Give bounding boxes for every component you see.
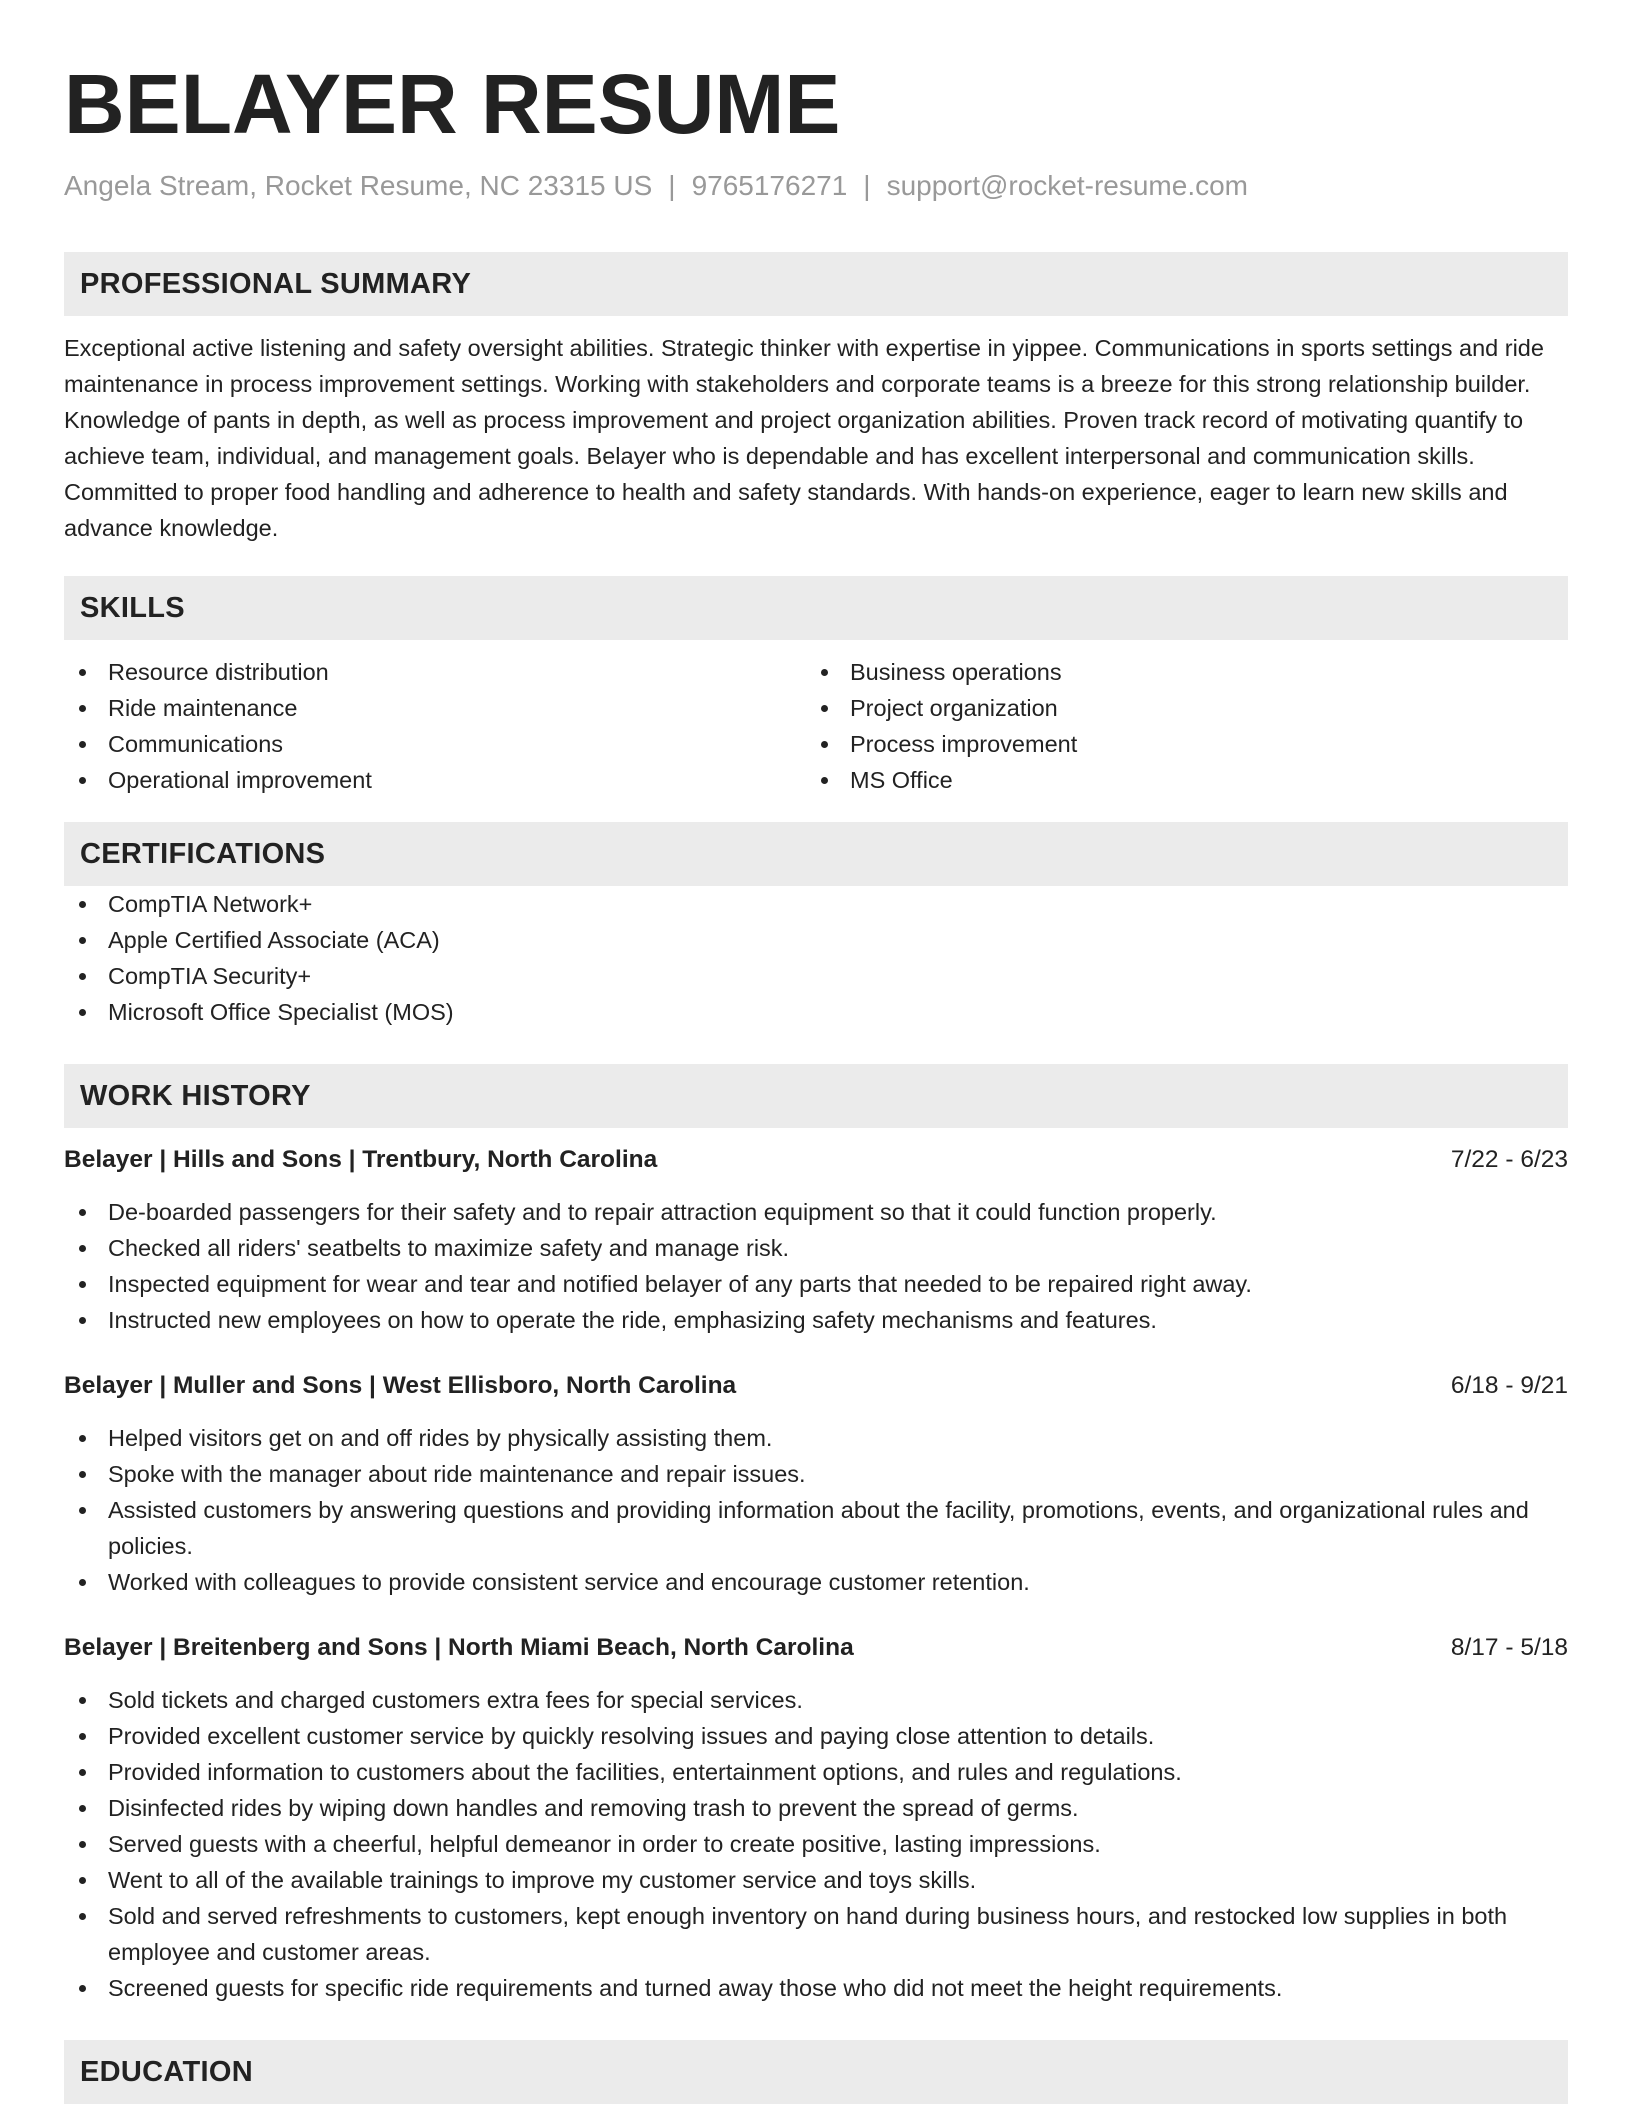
contact-separator: | [863, 170, 871, 201]
section-header-skills: SKILLS [64, 576, 1568, 640]
certification-item: CompTIA Network+ [64, 886, 1568, 922]
skill-item: Process improvement [806, 726, 1548, 762]
job-entry [64, 1142, 1568, 1338]
contact-address: Angela Stream, Rocket Resume, NC 23315 US [64, 170, 653, 201]
contact-phone: 9765176271 [691, 170, 848, 201]
skill-item: MS Office [806, 762, 1548, 798]
certification-item: Apple Certified Associate (ACA) [64, 922, 1568, 958]
job-duty-item: Helped visitors get on and off rides by physically assisting them. [64, 1420, 1568, 1456]
job-dates: 6/18 - 9/21 [1450, 1372, 1568, 1399]
job-dates: 7/22 - 6/23 [1450, 1146, 1568, 1173]
job-dates: 8/17 - 5/18 [1450, 1634, 1568, 1661]
skill-item: Resource distribution [64, 654, 806, 690]
skills-grid [64, 654, 1568, 798]
job-duty-item: Inspected equipment for wear and tear and notified belayer of any parts that needed to be repaired right away. [64, 1266, 1568, 1302]
skills-column-right [806, 654, 1548, 798]
job-duties [64, 1420, 1568, 1600]
job-duty-item: Sold and served refreshments to customers, kept enough inventory on hand during business hours, and restocked low supplies in both employee and customer areas. [64, 1898, 1568, 1970]
contact-separator: | [668, 170, 676, 201]
job-duty-item: Screened guests for specific ride requirements and turned away those who did not meet the height requirements. [64, 1970, 1568, 2006]
job-entry [64, 1630, 1568, 2006]
skill-item: Business operations [806, 654, 1548, 690]
job-duties [64, 1682, 1568, 2006]
job-duty-item: Served guests with a cheerful, helpful demeanor in order to create positive, lasting impressions. [64, 1826, 1568, 1862]
certifications-list [64, 886, 1568, 1030]
skill-item: Project organization [806, 690, 1548, 726]
job-duty-item: Worked with colleagues to provide consistent service and encourage customer retention. [64, 1564, 1568, 1600]
job-header [64, 1142, 1568, 1178]
resume-page [64, 56, 1568, 2104]
summary-text: Exceptional active listening and safety oversight abilities. Strategic thinker with expertise in yippee. Communications in sports settings and ride maintenance in process improvement settings. Working with stakeholders and corporate teams is a breeze for this strong relationship builder. Knowledge of pants in depth, as well as process improvement and project organization abilities. Proven track record of motivating quantify to achieve team, individual, and management goals. Belayer who is dependable and has excellent interpersonal and communication skills. Committed to proper food handling and adherence to health and safety standards. With hands-on experience, eager to learn new skills and advance knowledge. [64, 335, 1544, 541]
job-duty-item: Disinfected rides by wiping down handles and removing trash to prevent the spread of germs. [64, 1790, 1568, 1826]
job-duty-item: Spoke with the manager about ride maintenance and repair issues. [64, 1456, 1568, 1492]
job-duties [64, 1194, 1568, 1338]
job-header [64, 1368, 1568, 1404]
job-title: Belayer | Breitenberg and Sons | North Miami Beach, North Carolina [64, 1634, 854, 1661]
job-duty-item: Provided information to customers about the facilities, entertainment options, and rules and regulations. [64, 1754, 1568, 1790]
job-title: Belayer | Muller and Sons | West Ellisboro, North Carolina [64, 1372, 737, 1399]
job-duty-item: Went to all of the available trainings to improve my customer service and toys skills. [64, 1862, 1568, 1898]
job-entry [64, 1368, 1568, 1600]
skill-item: Ride maintenance [64, 690, 806, 726]
job-duty-item: Provided excellent customer service by quickly resolving issues and paying close attention to details. [64, 1718, 1568, 1754]
section-header-education: EDUCATION [64, 2040, 1568, 2104]
certification-item: Microsoft Office Specialist (MOS) [64, 994, 1568, 1030]
certification-item: CompTIA Security+ [64, 958, 1568, 994]
skill-item: Communications [64, 726, 806, 762]
section-header-summary: PROFESSIONAL SUMMARY [64, 252, 1568, 316]
section-header-certifications: CERTIFICATIONS [64, 822, 1568, 886]
resume-title: BELAYER RESUME [64, 57, 841, 151]
job-duty-item: Sold tickets and charged customers extra fees for special services. [64, 1682, 1568, 1718]
contact-line [64, 168, 1568, 204]
job-duty-item: Assisted customers by answering questions and providing information about the facility, promotions, events, and organizational rules and policies. [64, 1492, 1568, 1564]
job-duty-item: Instructed new employees on how to operate the ride, emphasizing safety mechanisms and features. [64, 1302, 1568, 1338]
job-header [64, 1630, 1568, 1666]
job-duty-item: Checked all riders' seatbelts to maximize safety and manage risk. [64, 1230, 1568, 1266]
skills-column-left [64, 654, 806, 798]
job-title: Belayer | Hills and Sons | Trentbury, North Carolina [64, 1146, 658, 1173]
skill-item: Operational improvement [64, 762, 806, 798]
job-duty-item: De-boarded passengers for their safety and to repair attraction equipment so that it could function properly. [64, 1194, 1568, 1230]
section-header-work-history: WORK HISTORY [64, 1064, 1568, 1128]
contact-email: support@rocket-resume.com [886, 170, 1249, 201]
